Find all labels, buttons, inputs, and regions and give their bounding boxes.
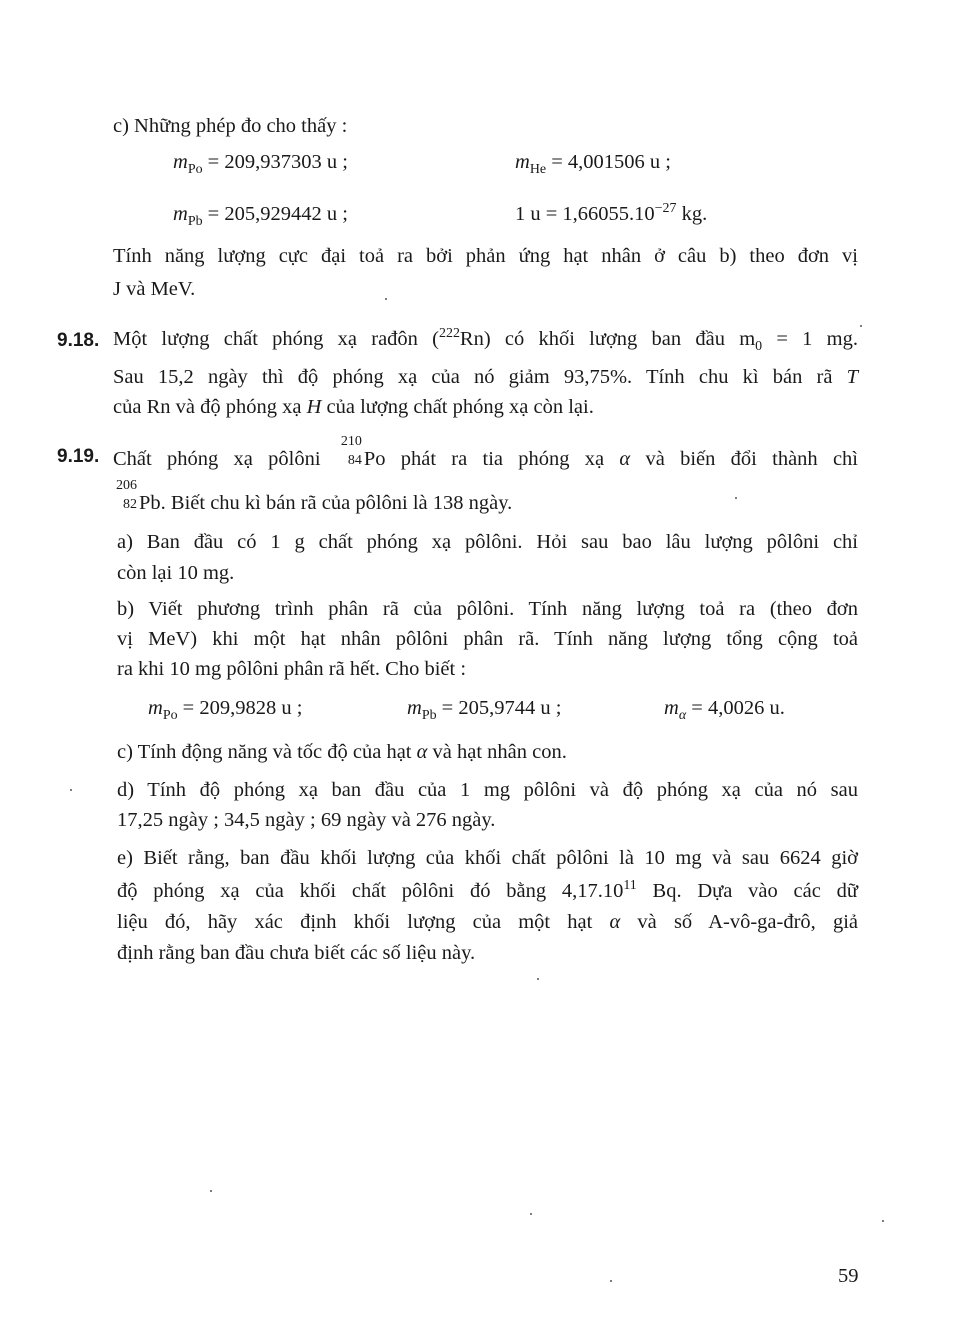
- unit-u-eq: 1 $u = 1,66055.10^{-27}$ kg.: [515, 201, 708, 225]
- c-intro: c) Những phép đo cho thấy :: [113, 115, 348, 137]
- p919-e-line-3: liệu đó, hãy xác định khối lượng của một hạt α và số A-vô-ga-đrô, giả: [117, 911, 859, 933]
- p919-d-line-2: 17,25 ngày ; 34,5 ngày ; 69 ngày và 276 ngày.: [117, 809, 496, 831]
- p919-line-2: 206 82 Pb. Biết chu kì bán rã của pôlôni là 138 ngày.: [113, 489, 512, 514]
- p919-a-line-1: a) Ban đầu có 1 g chất phóng xạ pôlôni. Hỏi sau bao lâu lượng pôlôni chỉ: [117, 531, 858, 553]
- p919-e-line-2: độ phóng xạ của khối chất pôlôni đó bằng 4,17.10$^{11}$ Bq. Dựa vào các dữ: [117, 878, 858, 902]
- p918-line-2: Sau 15,2 ngày thì độ phóng xạ của nó giảm 93,75%. Tính chu kì bán rã T: [113, 366, 858, 388]
- p918-line-3: của Rn và độ phóng xạ H của lượng chất phóng xạ còn lại.: [113, 396, 594, 418]
- problem-number-9-19: 9.19.: [57, 446, 100, 467]
- mass-he-eq: $m_{He} = 4,001506$ u ;: [515, 151, 671, 178]
- p919-b-line-2: vị MeV) khi một hạt nhân pôlôni phân rã. Tính năng lượng tổng cộng toả: [117, 628, 858, 650]
- lead-isotope: 206 82: [116, 478, 137, 512]
- mass-po-given: $m_{Po} = 209,9828$ u ;: [148, 697, 303, 724]
- scan-speck: [210, 1190, 212, 1192]
- scan-speck: [610, 1280, 612, 1282]
- c-task-line-2: J và MeV.: [113, 278, 196, 300]
- scan-speck: [530, 1213, 532, 1215]
- page-number: 59: [838, 1265, 859, 1287]
- problem-number-9-18: 9.18.: [57, 330, 100, 351]
- mass-pb-eq: $m_{Pb} = 205,929442$ u ;: [173, 203, 348, 230]
- c-task-line-1: Tính năng lượng cực đại toả ra bởi phản ứng hạt nhân ở câu b) theo đơn vị: [113, 245, 858, 267]
- mass-pb-given: $m_{Pb} = 205,9744$ u ;: [407, 697, 562, 724]
- p919-d-line-1: d) Tính độ phóng xạ ban đầu của 1 mg pôlôni và độ phóng xạ của nó sau: [117, 779, 858, 801]
- p919-b-line-1: b) Viết phương trình phân rã của pôlôni. Tính năng lượng toả ra (theo đơn: [117, 598, 858, 620]
- scan-speck: [735, 497, 737, 499]
- scan-speck: [537, 978, 539, 980]
- p919-e-line-4: định rằng ban đầu chưa biết các số liệu này.: [117, 942, 476, 964]
- mass-po-eq: $m_{Po} = 209,937303$ u ;: [173, 151, 348, 178]
- scan-speck: [70, 789, 72, 791]
- p919-c-line: c) Tính động năng và tốc độ của hạt α và hạt nhân con.: [117, 741, 567, 763]
- scan-speck: [385, 298, 387, 300]
- p919-b-line-3: ra khi 10 mg pôlôni phân rã hết. Cho biết :: [117, 658, 467, 680]
- scan-speck: [882, 1220, 884, 1222]
- p919-e-line-1: e) Biết rằng, ban đầu khối lượng của khối chất pôlôni là 10 mg và sau 6624 giờ: [117, 847, 858, 869]
- p919-a-line-2: còn lại 10 mg.: [117, 562, 235, 584]
- polonium-isotope: 210 84: [340, 434, 362, 468]
- p918-line-1: Một lượng chất phóng xạ rađôn ($^{222}$Rn) có khối lượng ban đầu $m_0 = 1$ mg.: [113, 326, 858, 355]
- scan-speck: [860, 325, 862, 327]
- p919-line-1: Chất phóng xạ pôlôni 210 84 Po phát ra tia phóng xạ α và biến đổi thành chì: [113, 434, 858, 470]
- mass-alpha-given: $m_\alpha = 4,0026$ u.: [664, 697, 785, 724]
